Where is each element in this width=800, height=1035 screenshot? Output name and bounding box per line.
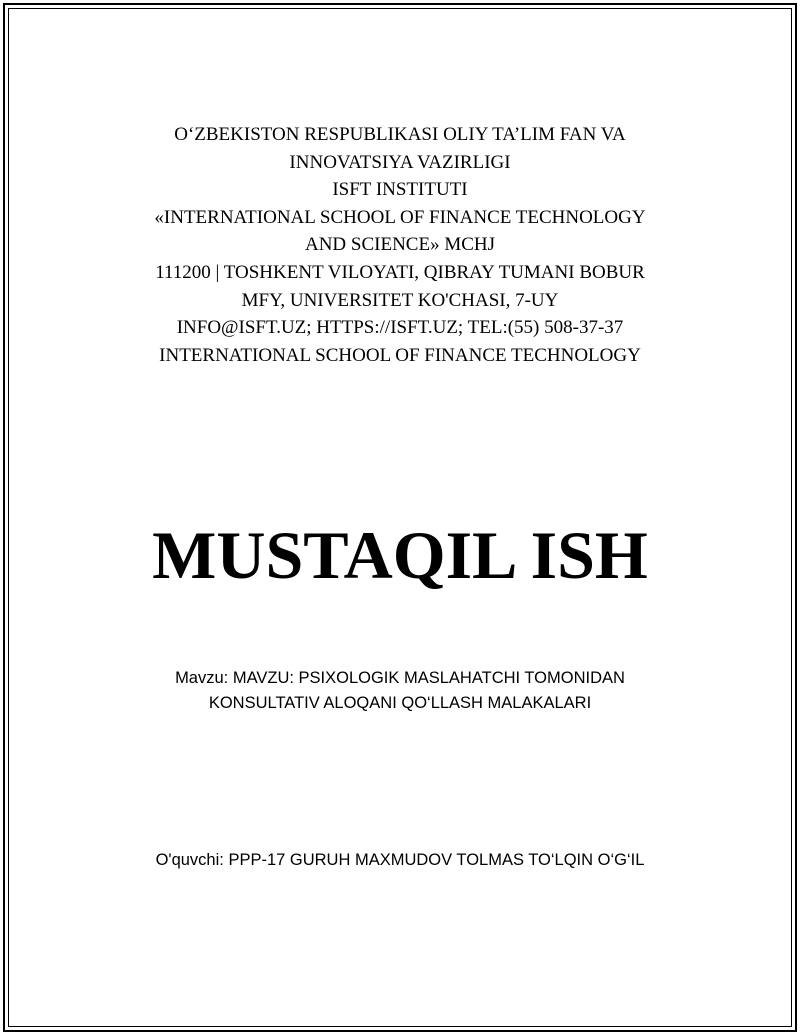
header-line-school-name: INTERNATIONAL SCHOOL OF FINANCE TECHNOLOGY [159,344,641,366]
header-line-address-2: MFY, UNIVERSITET KO'CHASI, 7-UY [241,289,559,311]
institution-header [0,121,800,369]
student-line: O'quvchi: PPP-17 GURUH MAXMUDOV TOLMAS TO‘LQIN O‘G‘IL [155,851,645,869]
header-line-address-1: 111200 | TOSHKENT VILOYATI, QIBRAY TUMANI BOBUR [155,261,645,283]
header-line-institute: ISFT INSTITUTI [332,179,468,201]
header-line-school-2: AND SCIENCE» MCHJ [304,234,496,256]
header-line-ministry-1: O‘ZBEKISTON RESPUBLIKASI OLIY TA’LIM FAN VA [174,124,626,145]
topic-line-2: KONSULTATIV ALOQANI QO‘LLASH MALAKALARI [208,694,592,712]
header-line-contacts: INFO@ISFT.UZ; HTTPS://ISFT.UZ; TEL:(55) 508-37-37 [176,317,624,339]
document-title: MUSTAQIL ISH [152,517,648,593]
header-line-ministry-2: INNOVATSIYA VAZIRLIGI [289,151,511,173]
topic-line-1: Mavzu: MAVZU: PSIXOLOGIK MASLAHATCHI TOMONIDAN [175,669,625,687]
header-line-school-1: «INTERNATIONAL SCHOOL OF FINANCE TECHNOLOGY [154,206,646,228]
topic-block [0,666,800,716]
